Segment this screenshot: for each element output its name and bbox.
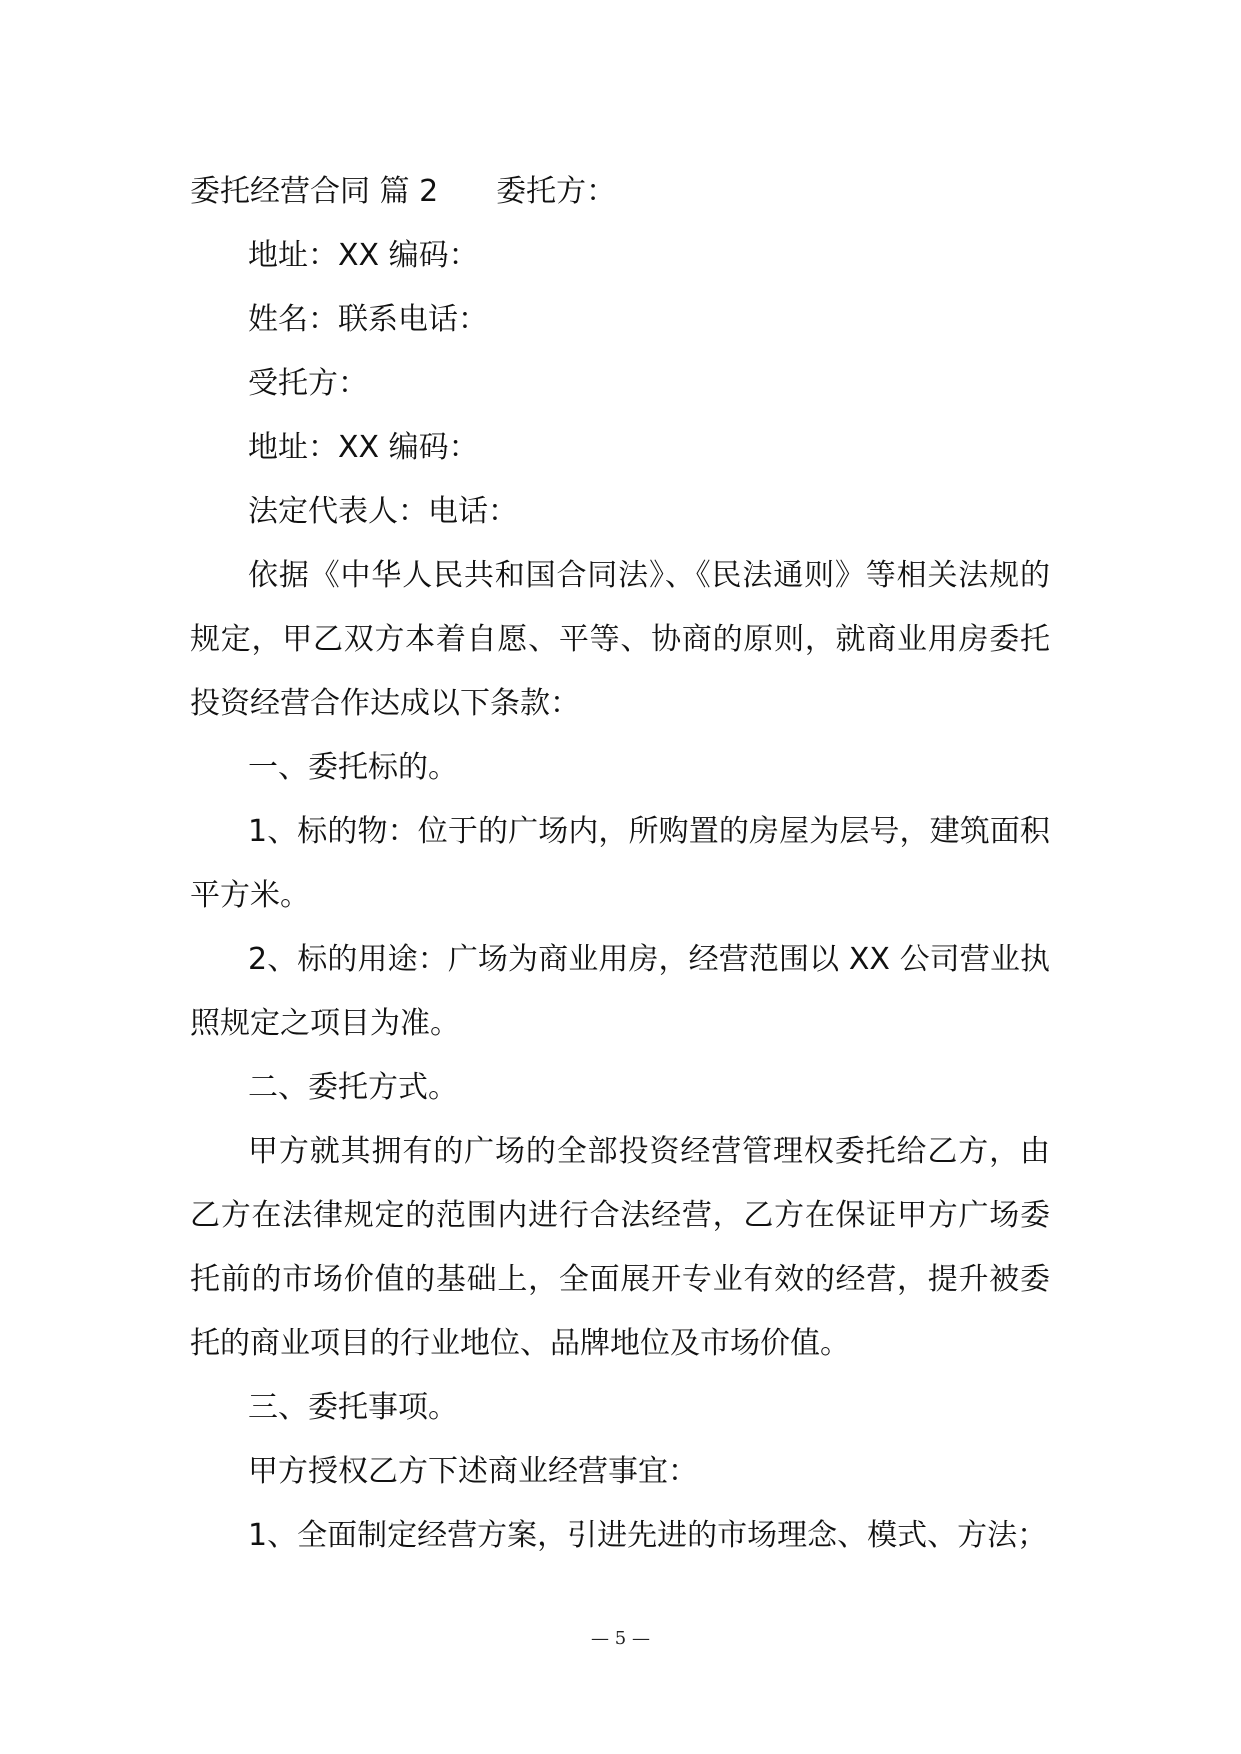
- trustee-address: 地址：XX 编码：: [248, 430, 479, 465]
- document-heading: [190, 160, 1050, 224]
- section-heading-3: 三、委托事项。: [248, 1390, 458, 1425]
- page-number: — 5 —: [591, 1628, 650, 1649]
- section-heading-1: 一、委托标的。: [248, 750, 458, 785]
- document-section: 篇 2: [379, 174, 439, 209]
- preamble-paragraph: 依据《中华人民共和国合同法》、《民法通则》等相关法规的规定，甲乙双方本着自愿、平等、协商的原则，就商业用房委托投资经营合作达成以下条款：: [190, 558, 1050, 721]
- clause-2-body: 甲方就其拥有的广场的全部投资经营管理权委托给乙方，由乙方在法律规定的范围内进行合法经营，乙方在保证甲方广场委托前的市场价值的基础上，全面展开专业有效的经营，提升被委托的商业项目的行业地位、品牌地位及市场价值。: [190, 1134, 1050, 1361]
- clause-3-intro: 甲方授权乙方下述商业经营事宜：: [248, 1454, 698, 1489]
- clause-1-2: 2、标的用途：广场为商业用房，经营范围以 XX 公司营业执照规定之项目为准。: [190, 942, 1050, 1041]
- trustee-party-label: 受托方：: [248, 366, 368, 401]
- entrusting-party-label: 委托方：: [496, 174, 617, 209]
- section-heading-2: 二、委托方式。: [248, 1070, 458, 1105]
- entrusting-contact: 姓名：联系电话：: [248, 302, 488, 337]
- clause-1-1: 1、标的物：位于的广场内，所购置的房屋为层号，建筑面积平方米。: [190, 814, 1050, 913]
- document-title: 委托经营合同: [190, 174, 370, 209]
- legal-representative: 法定代表人：电话：: [248, 494, 518, 529]
- document-body: [190, 160, 1050, 1568]
- entrusting-address: 地址：XX 编码：: [248, 238, 479, 273]
- clause-3-1: 1、全面制定经营方案，引进先进的市场理念、模式、方法；: [248, 1518, 1048, 1553]
